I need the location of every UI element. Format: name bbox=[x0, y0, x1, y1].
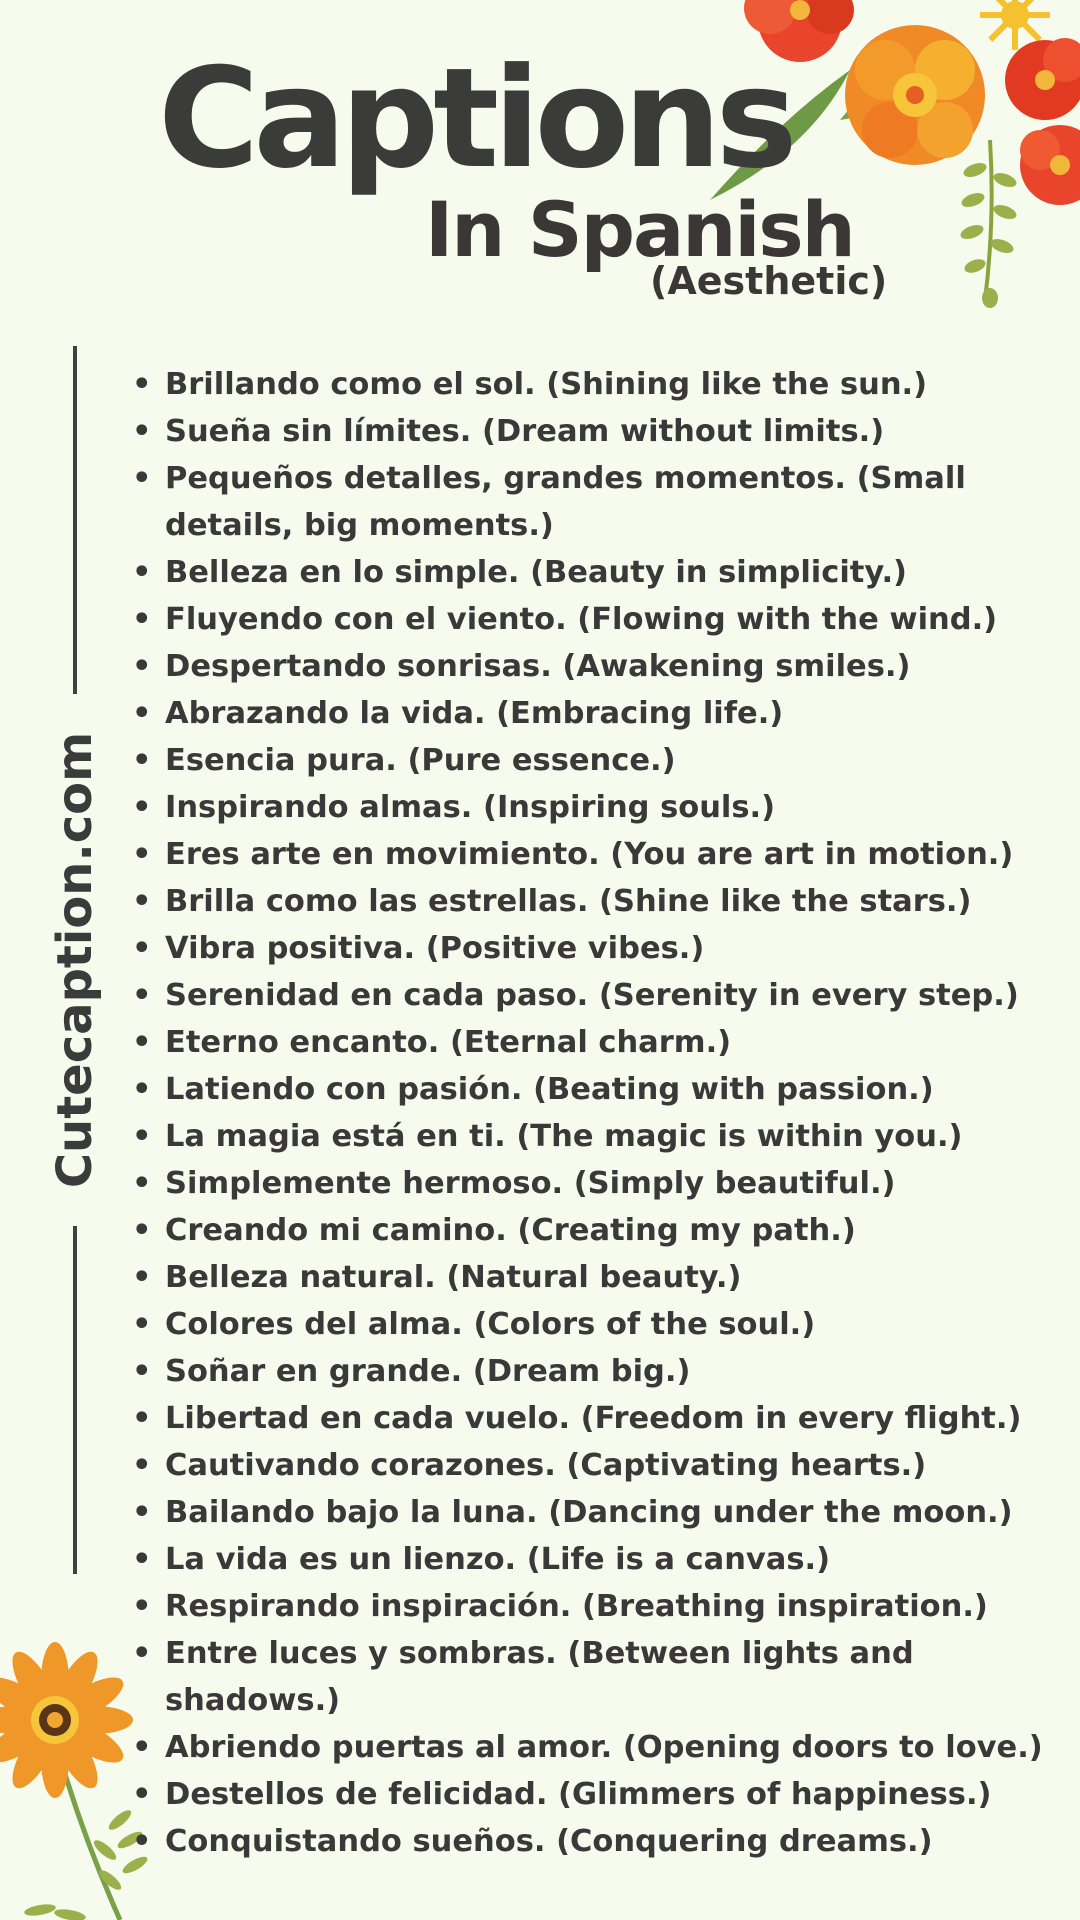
list-item: • Inspirando almas. (Inspiring souls.) bbox=[132, 784, 1062, 831]
list-item: • Belleza en lo simple. (Beauty in simplicity.) bbox=[132, 549, 1062, 596]
list-item: • Creando mi camino. (Creating my path.) bbox=[132, 1207, 1062, 1254]
list-item: • Serenidad en cada paso. (Serenity in every step.) bbox=[132, 972, 1062, 1019]
list-item: • La vida es un lienzo. (Life is a canvas.) bbox=[132, 1536, 1062, 1583]
divider-line-top bbox=[73, 346, 77, 694]
list-item: • Belleza natural. (Natural beauty.) bbox=[132, 1254, 1062, 1301]
list-item: • La magia está en ti. (The magic is within you.) bbox=[132, 1113, 1062, 1160]
list-item: • Brilla como las estrellas. (Shine like the stars.) bbox=[132, 878, 1062, 925]
list-item: • Colores del alma. (Colors of the soul.) bbox=[132, 1301, 1062, 1348]
list-item: • Abriendo puertas al amor. (Opening doors to love.) bbox=[132, 1724, 1062, 1771]
caption-list bbox=[132, 361, 1062, 1865]
list-item: • Destellos de felicidad. (Glimmers of happiness.) bbox=[132, 1771, 1062, 1818]
list-item: • Brillando como el sol. (Shining like the sun.) bbox=[132, 361, 1062, 408]
list-item: • Simplemente hermoso. (Simply beautiful.) bbox=[132, 1160, 1062, 1207]
list-item: • Despertando sonrisas. (Awakening smiles.) bbox=[132, 643, 1062, 690]
website-label: Cutecaption.com bbox=[47, 731, 103, 1189]
list-item: • Pequeños detalles, grandes momentos. (Small details, big moments.) bbox=[132, 455, 1062, 549]
list-item: • Libertad en cada vuelo. (Freedom in every flight.) bbox=[132, 1395, 1062, 1442]
list-item: • Esencia pura. (Pure essence.) bbox=[132, 737, 1062, 784]
list-item: • Abrazando la vida. (Embracing life.) bbox=[132, 690, 1062, 737]
divider-line-bottom bbox=[73, 1226, 77, 1574]
page-subtitle: In Spanish bbox=[425, 185, 854, 274]
list-item: • Bailando bajo la luna. (Dancing under the moon.) bbox=[132, 1489, 1062, 1536]
list-item: • Vibra positiva. (Positive vibes.) bbox=[132, 925, 1062, 972]
list-item: • Eres arte en movimiento. (You are art in motion.) bbox=[132, 831, 1062, 878]
list-item: • Fluyendo con el viento. (Flowing with the wind.) bbox=[132, 596, 1062, 643]
aesthetic-tag: (Aesthetic) bbox=[650, 259, 888, 303]
list-item: • Respirando inspiración. (Breathing inspiration.) bbox=[132, 1583, 1062, 1630]
list-item: • Cautivando corazones. (Captivating hearts.) bbox=[132, 1442, 1062, 1489]
list-item: • Conquistando sueños. (Conquering dreams.) bbox=[132, 1818, 1062, 1865]
list-item: • Soñar en grande. (Dream big.) bbox=[132, 1348, 1062, 1395]
list-item: • Sueña sin límites. (Dream without limits.) bbox=[132, 408, 1062, 455]
list-item: • Latiendo con pasión. (Beating with passion.) bbox=[132, 1066, 1062, 1113]
list-item: • Eterno encanto. (Eternal charm.) bbox=[132, 1019, 1062, 1066]
list-item: • Entre luces y sombras. (Between lights and shadows.) bbox=[132, 1630, 1062, 1724]
page-title: Captions bbox=[158, 38, 792, 199]
